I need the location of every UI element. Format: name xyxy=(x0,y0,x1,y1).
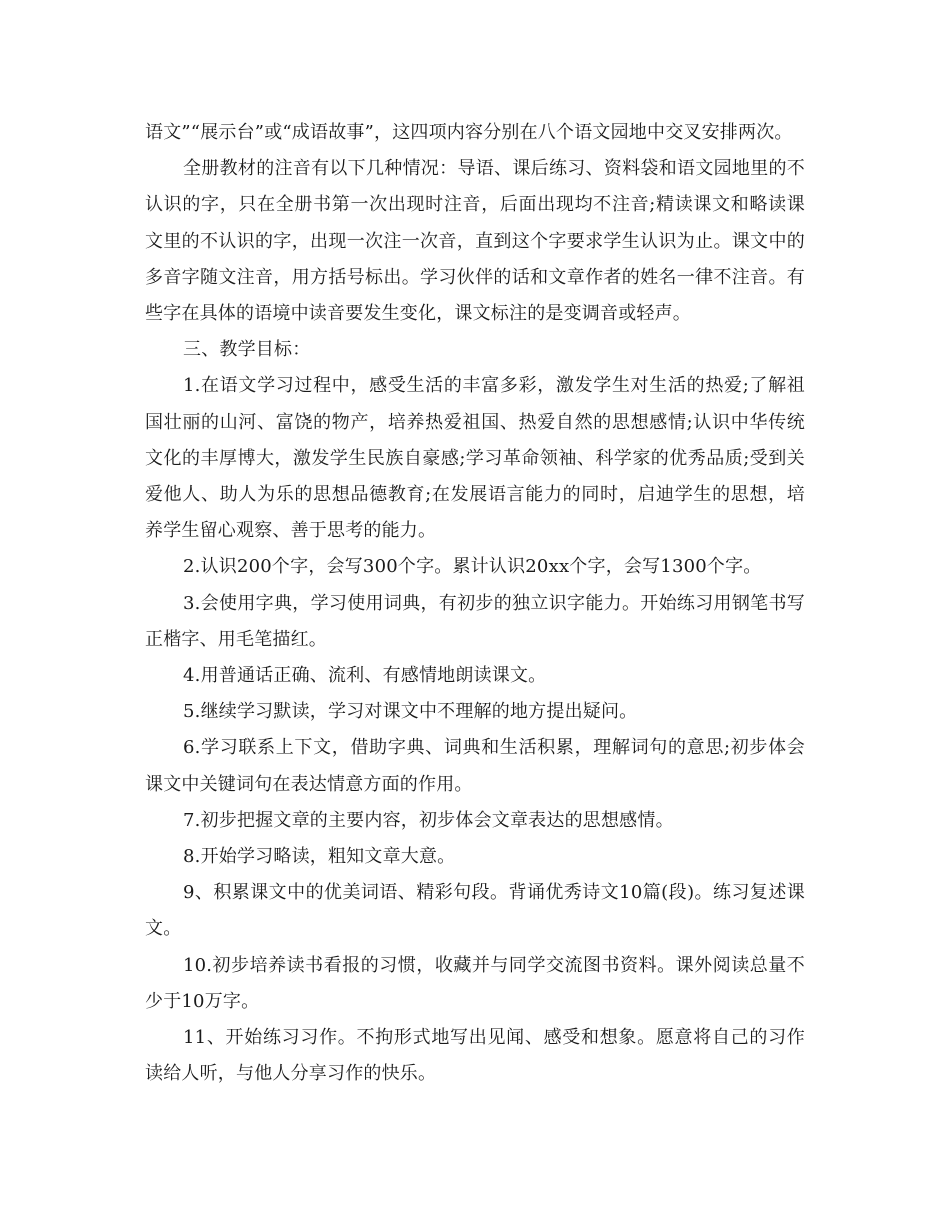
goal-item-6: 6.学习联系上下文，借助字典、词典和生活积累，理解词句的意思;初步体会课文中关键词句在表达情意方面的作用。 xyxy=(145,737,805,795)
goal-item-10: 10.初步培养读书看报的习惯，收藏并与同学交流图书资料。课外阅读总量不少于10万字。 xyxy=(145,954,805,1012)
goal-item-4: 4.用普通话正确、流利、有感情地朗读课文。 xyxy=(183,665,547,687)
goal-item-2: 2.认识200个字，会写300个字。累计认识20xx个字，会写1300个字。 xyxy=(183,556,762,578)
paragraph-annotation-rules: 全册教材的注音有以下几种情况：导语、课后练习、资料袋和语文园地里的不认识的字，只在全册书第一次出现时注音，后面出现均不注音;精读课文和略读课文里的不认识的字，出现一次注一次音，直到这个字要求学生认识为止。课文中的多音字随文注音，用方括号标出。学习伙伴的话和文章作者的姓名一律不注音。有些字在具体的语境中读音要发生变化，课文标注的是变调音或轻声。 xyxy=(145,158,805,325)
goal-item-7: 7.初步把握文章的主要内容，初步体会文章表达的思想感情。 xyxy=(183,809,674,831)
paragraph-continuation: 语文”“展示台”或“成语故事”，这四项内容分别在八个语文园地中交叉安排两次。 xyxy=(145,122,793,143)
document-page xyxy=(145,115,805,1092)
goal-item-3: 3.会使用字典，学习使用词典，有初步的独立识字能力。开始练习用钢笔书写正楷字、用毛笔描红。 xyxy=(145,592,805,650)
goal-item-8: 8.开始学习略读，粗知文章大意。 xyxy=(183,846,456,868)
goal-item-11: 11、开始练习习作。不拘形式地写出见闻、感受和想象。愿意将自己的习作读给人听，与他人分享习作的快乐。 xyxy=(145,1027,805,1085)
goal-item-1: 1.在语文学习过程中，感受生活的丰富多彩，激发学生对生活的热爱;了解祖国壮丽的山河、富饶的物产，培养热爱祖国、热爱自然的思想感情;认识中华传统文化的丰厚博大，激发学生民族自豪感;学习革命领袖、科学家的优秀品质;受到关爱他人、助人为乐的思想品德教育;在发展语言能力的同时，启迪学生的思想，培养学生留心观察、善于思考的能力。 xyxy=(145,375,805,542)
goal-item-9: 9、积累课文中的优美词语、精彩句段。背诵优秀诗文10篇(段)。练习复述课文。 xyxy=(145,882,805,940)
goal-item-5: 5.继续学习默读，学习对课文中不理解的地方提出疑问。 xyxy=(183,701,638,723)
section-heading-teaching-goals: 三、教学目标： xyxy=(183,339,311,361)
